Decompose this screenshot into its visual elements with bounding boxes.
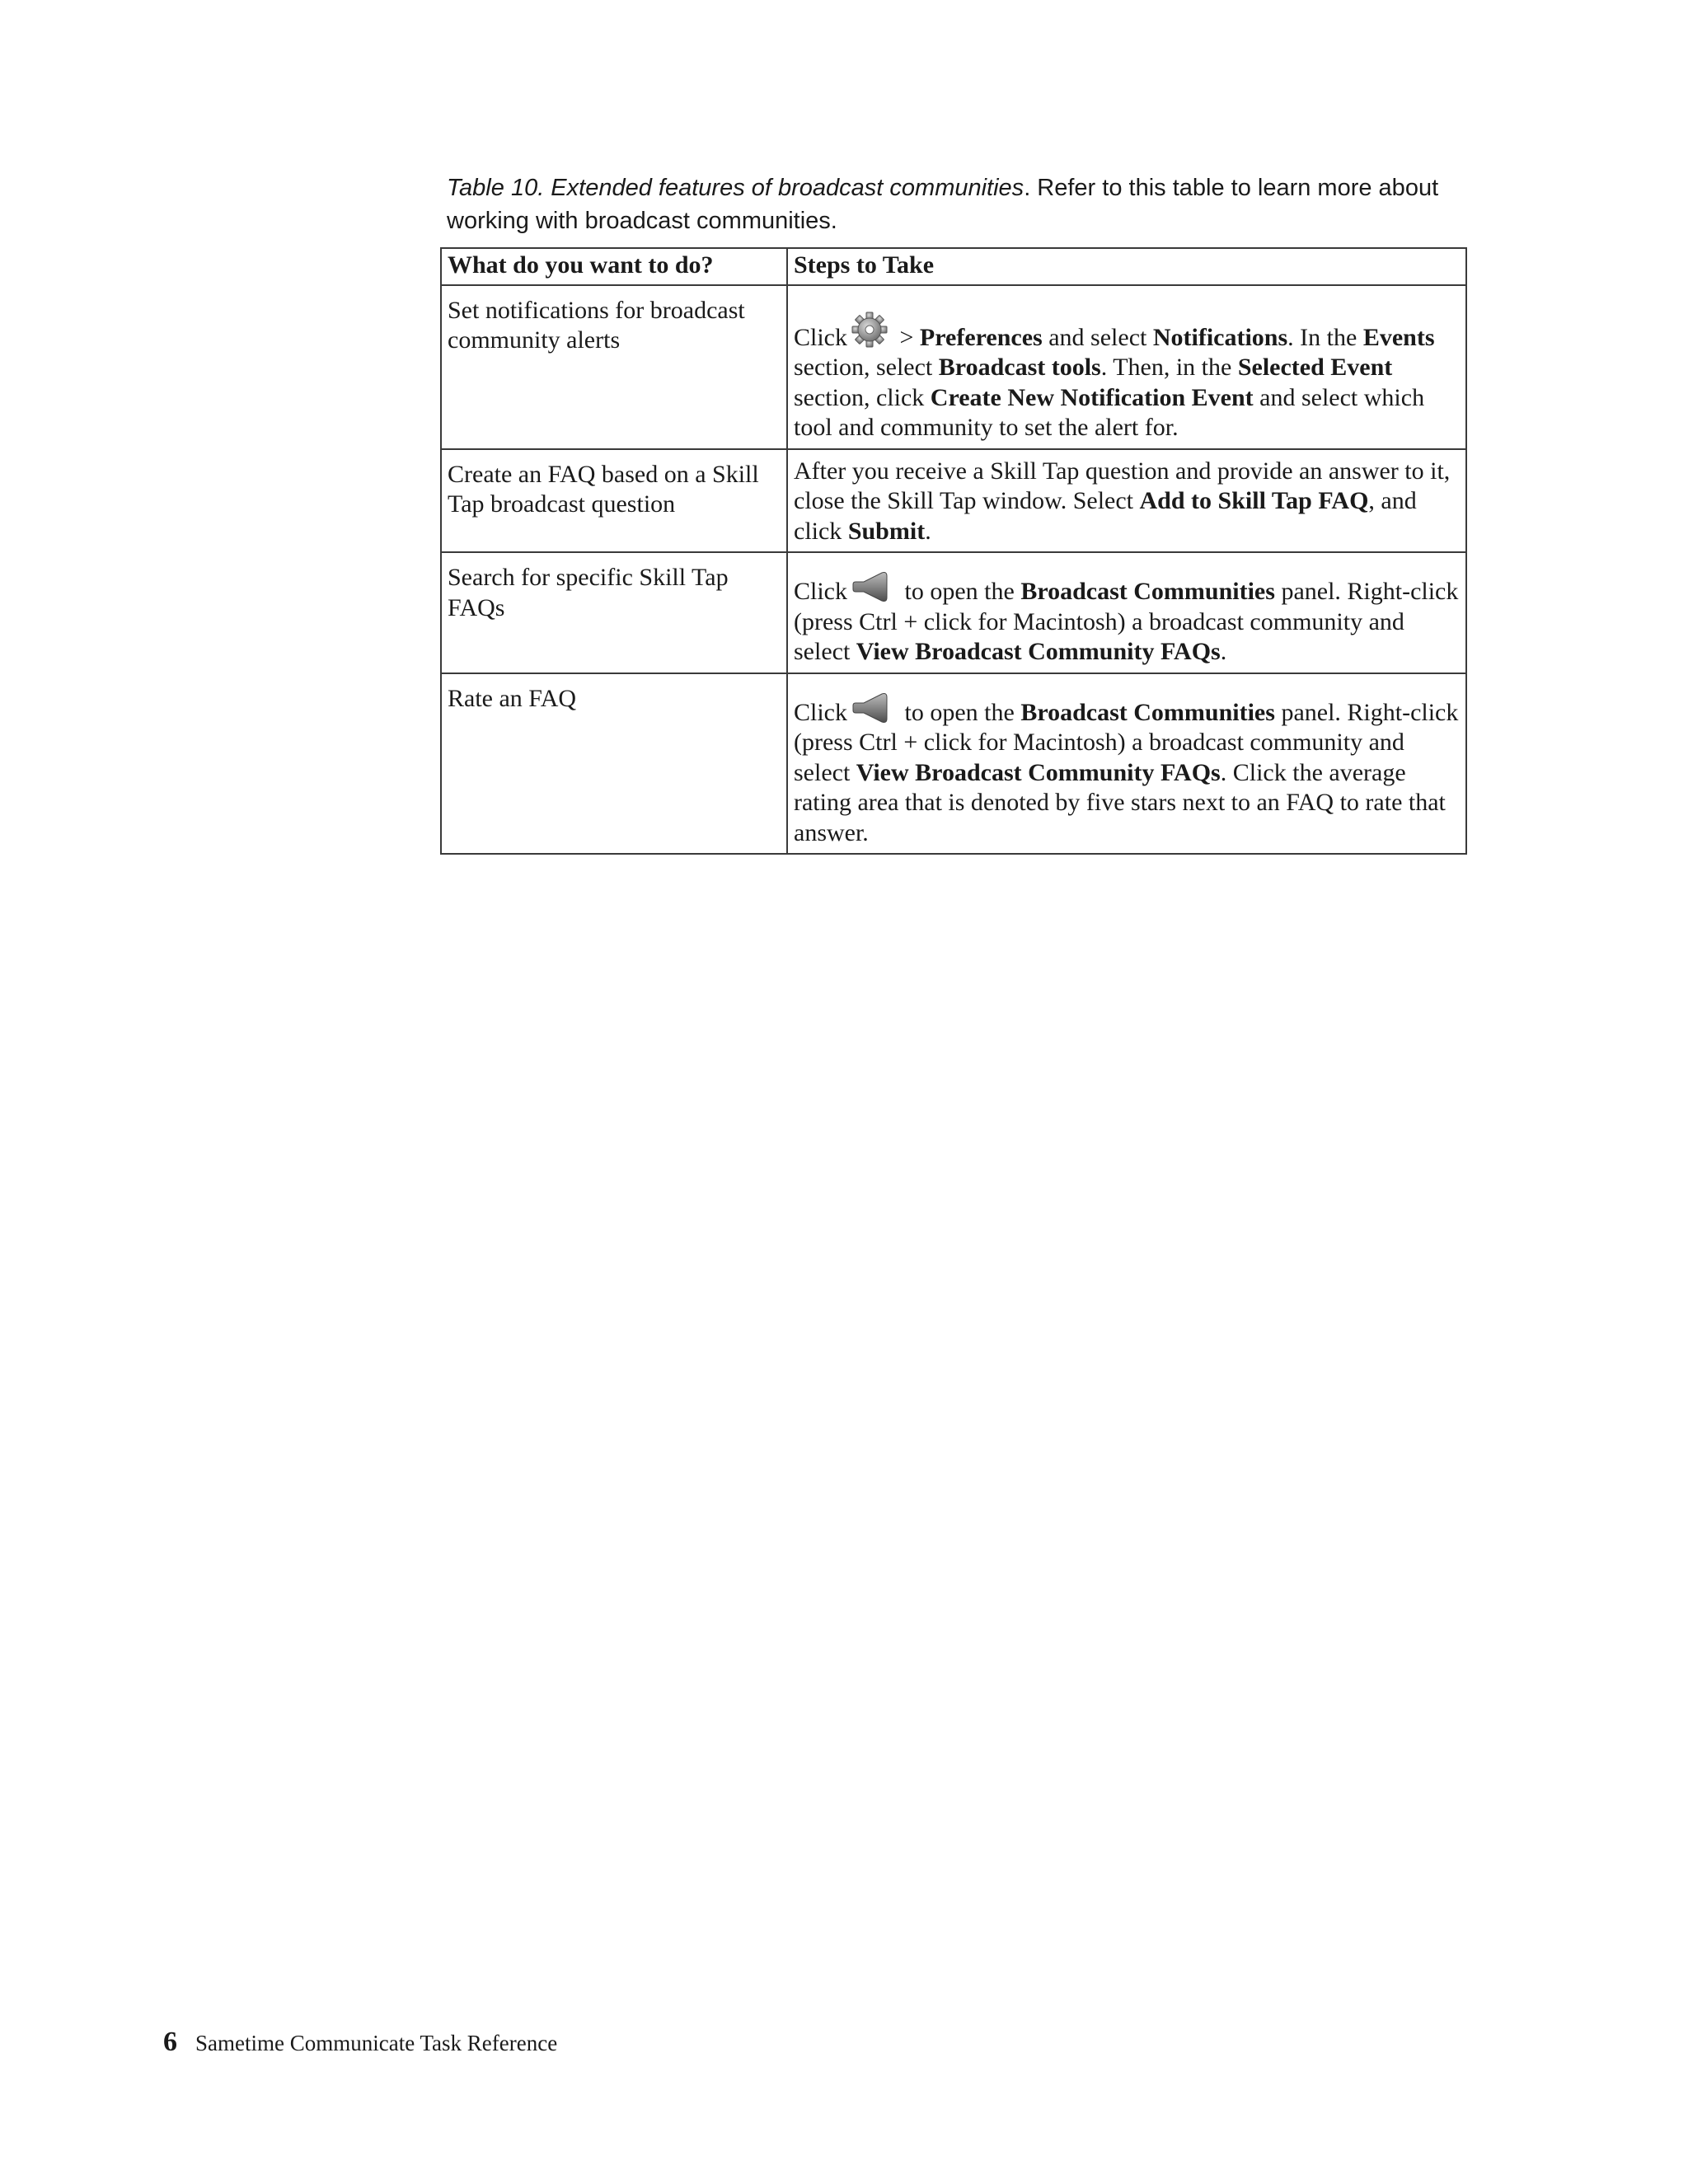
page-number: 6: [163, 2027, 177, 2057]
steps-text: and select which tool and community to set the alert for.: [794, 383, 1425, 441]
megaphone-icon: [851, 692, 893, 724]
broadcast-communities-label: Broadcast Communities: [1020, 698, 1275, 726]
steps-text: panel. Right-click (press Ctrl + click for Macintosh) a broadcast community and select: [794, 578, 1459, 665]
footer-title: Sametime Communicate Task Reference: [195, 2031, 558, 2055]
broadcast-tools-label: Broadcast tools: [938, 354, 1101, 381]
create-notification-event-label: Create New Notification Event: [930, 383, 1254, 411]
column-header-task: What do you want to do?: [441, 248, 787, 285]
steps-text: Click: [794, 698, 847, 726]
view-faqs-label: View Broadcast Community FAQs: [856, 638, 1221, 665]
steps-cell: [787, 552, 1466, 673]
add-to-skill-tap-faq-label: Add to Skill Tap FAQ: [1139, 487, 1369, 514]
task-cell: Search for specific Skill Tap FAQs: [441, 552, 787, 673]
steps-text: panel. Right-click (press Ctrl + click for Macintosh) a broadcast community and select: [794, 698, 1459, 786]
table-row: [441, 552, 1466, 673]
steps-text: >: [893, 323, 920, 351]
table-caption: [447, 171, 1469, 237]
steps-text: and select: [1042, 323, 1153, 351]
selected-event-label: Selected Event: [1237, 354, 1393, 381]
table-row: [441, 449, 1466, 553]
steps-text: Click: [794, 578, 847, 605]
steps-cell: [787, 285, 1466, 449]
steps-text: . Click the average rating area that is denoted by five stars next to an FAQ to rate that answer.: [794, 758, 1446, 846]
steps-text: to open the: [898, 578, 1021, 605]
gear-icon: [851, 311, 889, 349]
task-cell: Set notifications for broadcast community alerts: [441, 285, 787, 449]
column-header-steps: Steps to Take: [787, 248, 1466, 285]
task-cell: Rate an FAQ: [441, 673, 787, 855]
submit-label: Submit: [847, 517, 926, 545]
megaphone-icon: [851, 571, 893, 602]
steps-text: section, select: [794, 354, 939, 381]
steps-text: Click: [794, 323, 847, 351]
steps-text: After you receive a Skill Tap question and provide an answer to it, close the Skill Tap window. Select: [794, 457, 1451, 514]
task-cell: Create an FAQ based on a Skill Tap broadcast question: [441, 449, 787, 553]
view-faqs-label: View Broadcast Community FAQs: [856, 758, 1221, 786]
broadcast-features-table: [440, 247, 1467, 855]
preferences-label: Preferences: [919, 323, 1043, 351]
notifications-label: Notifications: [1152, 323, 1288, 351]
steps-text: .: [925, 517, 931, 545]
table-row: [441, 285, 1466, 449]
broadcast-communities-label: Broadcast Communities: [1020, 578, 1275, 605]
steps-text: section, click: [794, 383, 931, 411]
steps-cell: [787, 673, 1466, 855]
page-footer: [163, 2027, 557, 2058]
caption-title: Table 10. Extended features of broadcast communities: [447, 175, 1025, 201]
steps-text: . In the: [1287, 323, 1363, 351]
steps-text: .: [1220, 638, 1227, 665]
events-label: Events: [1362, 323, 1435, 351]
steps-text: , and click: [794, 487, 1417, 545]
steps-text: . Then, in the: [1100, 354, 1238, 381]
steps-text: to open the: [898, 698, 1021, 726]
steps-cell: [787, 449, 1466, 553]
caption-text: . Refer to this table to learn more about working with broadcast communities.: [447, 175, 1439, 234]
table-header-row: [441, 248, 1466, 285]
table-row: [441, 673, 1466, 855]
